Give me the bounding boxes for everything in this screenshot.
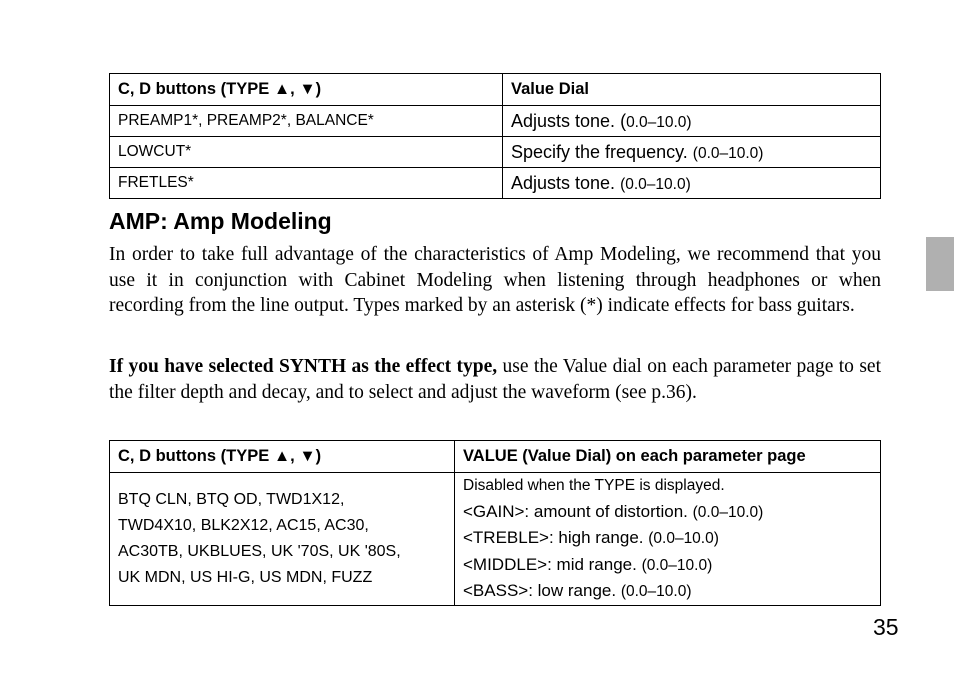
- parameter-range: (0.0–10.0): [620, 583, 692, 601]
- parameter-text: <TREBLE>: high range.: [463, 528, 649, 548]
- parameter-range: (0.0–10.0): [648, 530, 719, 548]
- type-cell: PREAMP1*, PREAMP2*, BALANCE*: [110, 106, 503, 137]
- table-header-row: [110, 74, 881, 106]
- parameter-text: <GAIN>: amount of distortion.: [463, 501, 693, 521]
- value-range: (0.0–10.0): [620, 175, 691, 193]
- type-value-table-2: [109, 440, 881, 606]
- value-cell: [503, 168, 881, 199]
- parameter-range: (0.0–10.0): [692, 503, 764, 521]
- parameter-line-gain: [463, 499, 872, 526]
- amp-types-line: BTQ CLN, BTQ OD, TWD1X12,: [118, 491, 345, 508]
- disabled-note: Disabled when the TYPE is displayed.: [463, 477, 725, 495]
- table-row: [110, 106, 881, 137]
- parameter-text: <MIDDLE>: mid range.: [463, 554, 642, 574]
- section-title: AMP: Amp Modeling: [109, 208, 332, 234]
- value-range: (0.0–10.0): [692, 144, 764, 162]
- type-value-table-1: [109, 73, 881, 199]
- synth-paragraph: [109, 354, 881, 405]
- type-cell: LOWCUT*: [110, 137, 503, 168]
- header-cell-value: Value Dial: [503, 74, 881, 106]
- type-cell: FRETLES*: [110, 168, 503, 199]
- header-cell-value: VALUE (Value Dial) on each parameter page: [455, 441, 881, 473]
- amp-types-line: UK MDN, US HI-G, US MDN, FUZZ: [118, 569, 373, 586]
- synth-paragraph-rest: use the Value dial on each parameter page to set the filter depth and decay, and to select and adjust the waveform (see p.36).: [109, 356, 881, 403]
- parameter-line-treble: [463, 525, 872, 552]
- value-cell: [503, 137, 881, 168]
- amp-types-line: AC30TB, UKBLUES, UK '70S, UK '80S,: [118, 543, 401, 560]
- value-description: Specify the frequency.: [511, 141, 693, 162]
- table-row: [110, 137, 881, 168]
- parameter-text: <BASS>: low range.: [463, 581, 621, 601]
- table-row: [110, 168, 881, 199]
- parameter-description-cell: [455, 473, 881, 606]
- synth-paragraph-lead: If you have selected SYNTH as the effect type,: [109, 356, 498, 377]
- parameter-line-middle: [463, 552, 872, 579]
- parameter-range: (0.0–10.0): [641, 556, 713, 574]
- parameter-line-bass: [463, 578, 872, 605]
- value-range: 0.0–10.0): [626, 113, 692, 131]
- header-cell-buttons: C, D buttons (TYPE ▲, ▼): [110, 441, 455, 473]
- intro-paragraph: In order to take full advantage of the characteristics of Amp Modeling, we recommend that you use it in conjunction with Cabinet Modeling when listening through headphones or when recording from the line output. Types marked by an asterisk (*) indicate effects for bass guitars.: [109, 244, 881, 316]
- chapter-side-tab: [926, 237, 954, 291]
- table-row: [110, 473, 881, 606]
- amp-types-line: TWD4X10, BLK2X12, AC15, AC30,: [118, 517, 369, 534]
- table-header-row: [110, 441, 881, 473]
- header-cell-buttons: C, D buttons (TYPE ▲, ▼): [110, 74, 503, 106]
- value-description: Adjusts tone.: [511, 172, 621, 193]
- amp-types-cell: [110, 473, 455, 606]
- page-number: 35: [873, 614, 899, 640]
- value-description: Adjusts tone. (: [511, 110, 627, 131]
- value-cell: [503, 106, 881, 137]
